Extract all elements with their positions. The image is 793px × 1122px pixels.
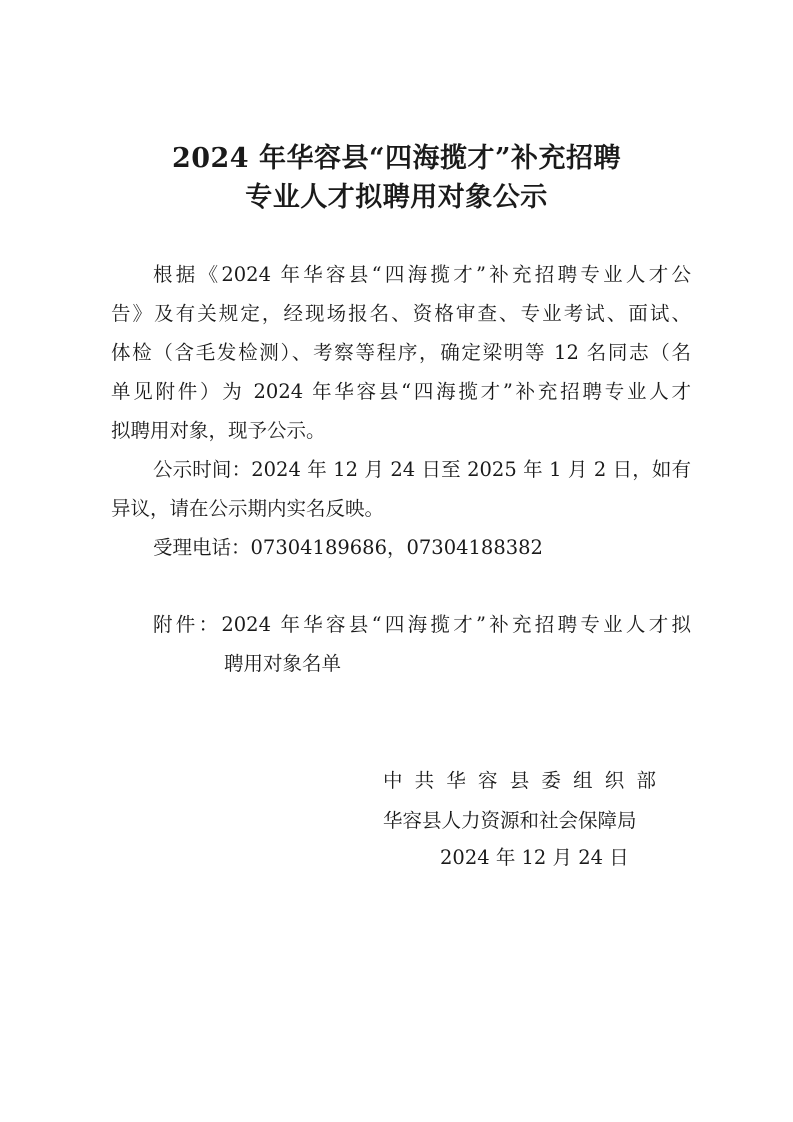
body-paragraph-3 bbox=[111, 528, 691, 567]
attachment-line-1: 附件：2024 年华容县“四海揽才”补充招聘专业人才拟 bbox=[153, 613, 691, 636]
attachment-line-2: 聘用对象名单 bbox=[224, 652, 342, 675]
signature-org-2: 华容县人力资源和社会保障局 bbox=[383, 809, 637, 832]
paragraph-2-line-1: 公示时间：2024 年 12 月 24 日至 2025 年 1 月 2 日，如有 bbox=[153, 458, 691, 481]
body-paragraph-2 bbox=[111, 450, 691, 528]
signature-org-1: 中 共 华 容 县 委 组 织 部 bbox=[383, 769, 656, 792]
contact-phone-line: 受理电话：07304189686，07304188382 bbox=[153, 536, 543, 559]
paragraph-2-line-2: 异议，请在公示期内实名反映。 bbox=[111, 497, 385, 520]
paragraph-1-line-1: 根据《2024 年华容县“四海揽才”补充招聘专业人才公 bbox=[153, 263, 691, 286]
body-paragraph-1 bbox=[111, 255, 691, 450]
signature-date: 2024 年 12 月 24 日 bbox=[440, 846, 629, 869]
document-title-line-2: 专业人才拟聘用对象公示 bbox=[245, 182, 548, 213]
paragraph-1-line-4: 单见附件）为 2024 年华容县“四海揽才”补充招聘专业人才 bbox=[111, 380, 691, 403]
document-title-line-1: 2024 年华容县“四海揽才”补充招聘 bbox=[171, 143, 622, 174]
paragraph-1-line-3: 体检（含毛发检测）、考察等程序，确定梁明等 12 名同志（名 bbox=[111, 341, 691, 364]
paragraph-1-line-2: 告》及有关规定，经现场报名、资格审查、专业考试、面试、 bbox=[111, 302, 691, 325]
paragraph-1-line-5: 拟聘用对象，现予公示。 bbox=[111, 419, 326, 442]
attachment-note bbox=[111, 605, 691, 683]
